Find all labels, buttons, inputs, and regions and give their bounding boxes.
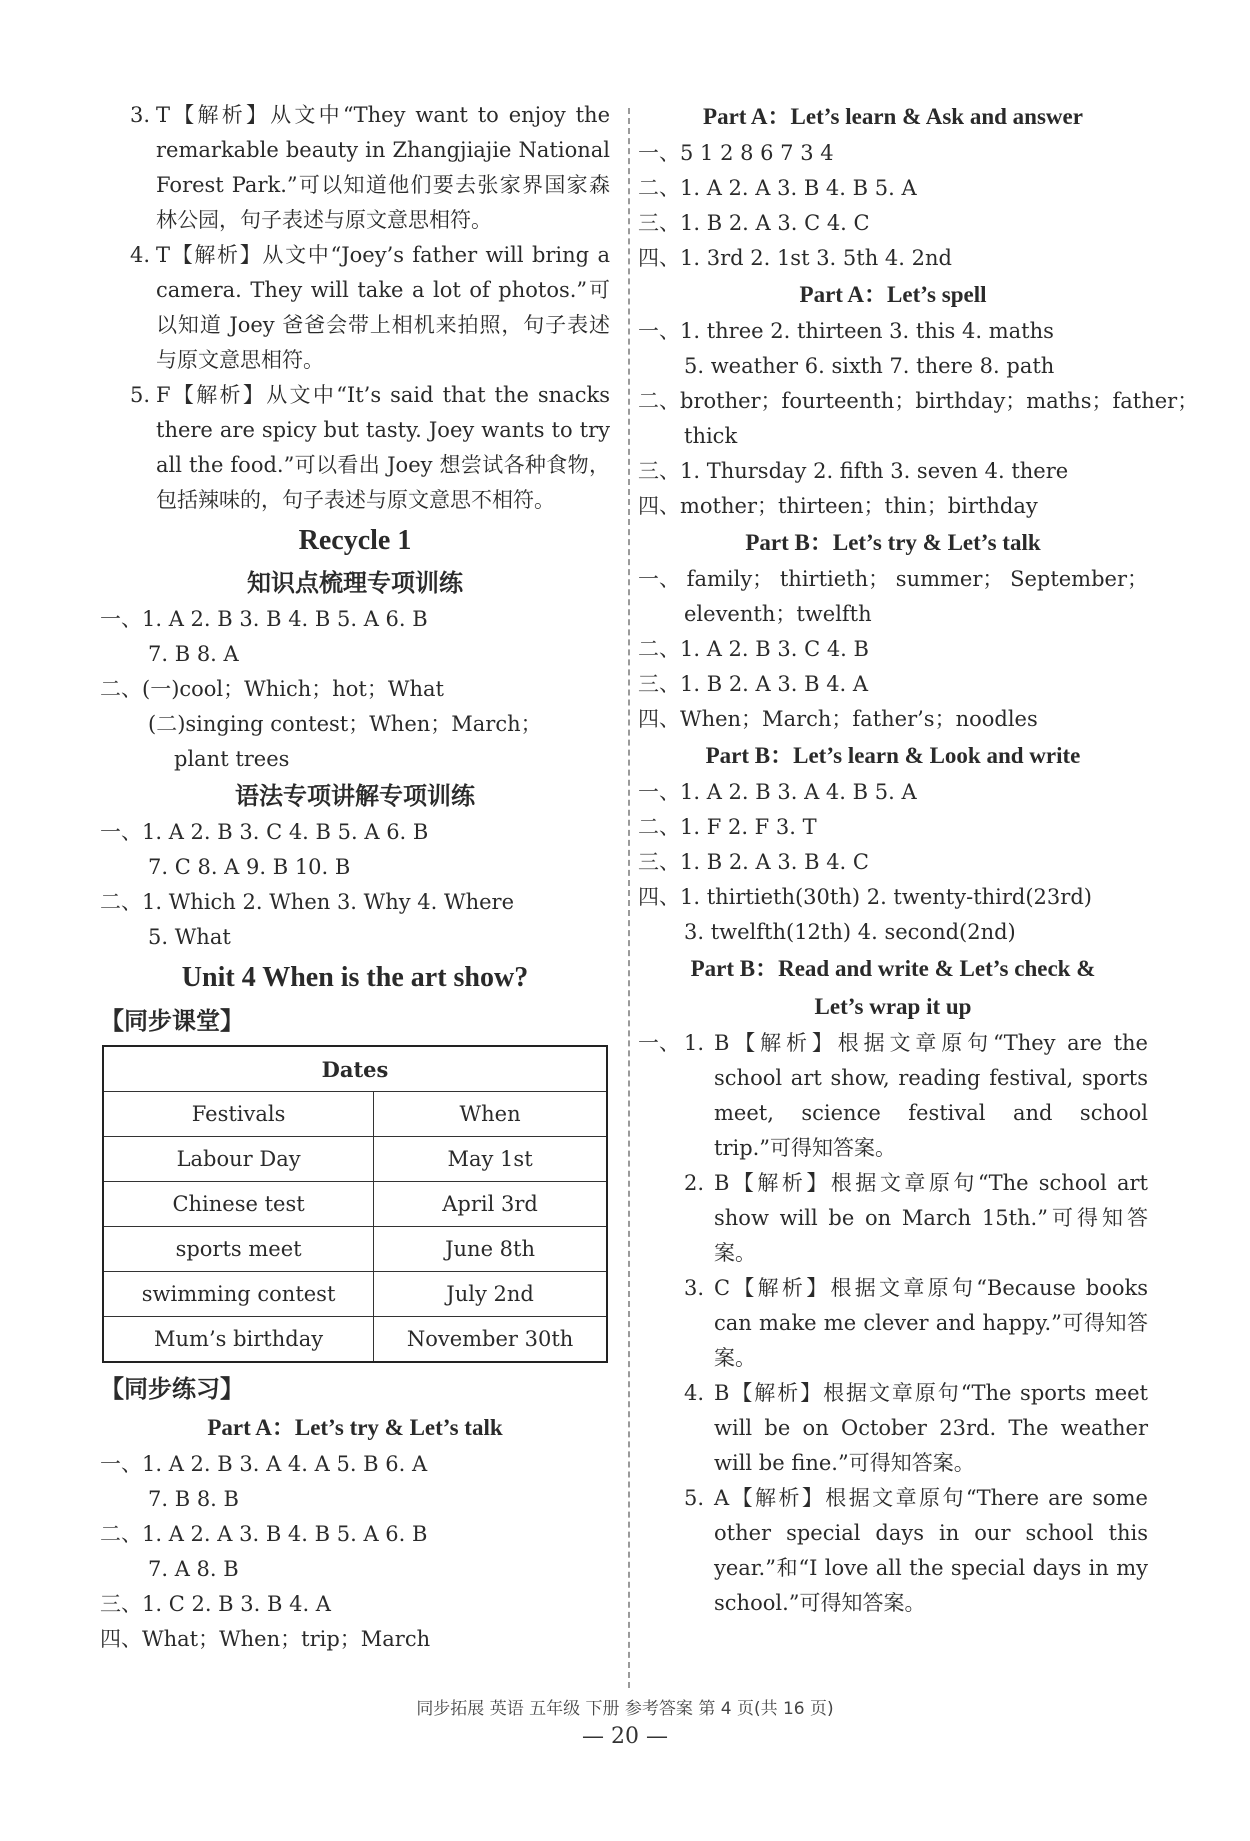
- item-text: B【解析】根据文章原句“The school art show will be on March 15th.”可得知答案。: [714, 1171, 1148, 1265]
- column-header: When: [374, 1092, 607, 1137]
- answer-line: plant trees: [174, 747, 290, 771]
- part-title: Part A：Let’s spell: [799, 282, 987, 307]
- answer-line: 一、5 1 2 8 6 7 3 4: [638, 141, 834, 165]
- answer-line: 7. A 8. B: [148, 1557, 239, 1581]
- answer-line: 四、What；When；trip；March: [100, 1627, 431, 1651]
- answer-item: [684, 1481, 1148, 1621]
- item-text: B【解析】根据文章原句“They are the school art show, reading festival, sports meet, science festival and school trip.”可得知答案。: [714, 1031, 1148, 1160]
- answer-line: 三、1. Thursday 2. fifth 3. seven 4. there: [638, 459, 1069, 483]
- column-header: Festivals: [103, 1092, 374, 1137]
- page-footer: 同步拓展 英语 五年级 下册 参考答案 第 4 页(共 16 页): [416, 1699, 834, 1719]
- answer-line: 三、1. B 2. A 3. B 4. A: [638, 672, 869, 696]
- answer-line: 7. C 8. A 9. B 10. B: [148, 855, 351, 879]
- answer-line: 二、1. Which 2. When 3. Why 4. Where: [100, 890, 515, 914]
- table-cell: April 3rd: [374, 1182, 607, 1227]
- answer-line: 7. B 8. B: [148, 1487, 239, 1511]
- answer-line: 一、1. A 2. B 3. A 4. A 5. B 6. A: [100, 1452, 428, 1476]
- recycle-title: Recycle 1: [298, 525, 412, 556]
- item-number: 1.: [684, 1031, 705, 1055]
- table-row: [103, 1182, 607, 1227]
- answer-line: 二、brother；fourteenth；birthday；maths；father；: [638, 389, 1199, 413]
- answer-item: [100, 98, 610, 238]
- unit-title: Unit 4 When is the art show?: [181, 962, 529, 993]
- table-cell: May 1st: [374, 1137, 607, 1182]
- answer-item: [684, 1026, 1148, 1166]
- answer-item: [684, 1376, 1148, 1481]
- part-title: Part B：Let’s try & Let’s talk: [745, 530, 1041, 555]
- answer-line: thick: [684, 424, 738, 448]
- table-cell: June 8th: [374, 1227, 607, 1272]
- table-cell: November 30th: [374, 1317, 607, 1363]
- answer-line: 3. twelfth(12th) 4. second(2nd): [684, 920, 1016, 944]
- answer-line: 三、1. B 2. A 3. B 4. C: [638, 850, 869, 874]
- answer-line: 一、1. A 2. B 3. A 4. B 5. A: [638, 780, 917, 804]
- answer-line: 一、1. three 2. thirteen 3. this 4. maths: [638, 319, 1054, 343]
- table-cell: July 2nd: [374, 1272, 607, 1317]
- part-title: Part A：Let’s try & Let’s talk: [207, 1415, 503, 1440]
- answer-line: 一、 family； thirtieth； summer； September；: [638, 567, 1149, 591]
- part-title: Part B：Let’s learn & Look and write: [705, 743, 1081, 768]
- answer-line: 二、(一)cool；Which；hot；What: [100, 677, 444, 701]
- answer-line: 7. B 8. A: [148, 642, 239, 666]
- column-divider: [628, 108, 630, 1688]
- table-cell: Mum’s birthday: [103, 1317, 374, 1363]
- dates-table: [102, 1045, 608, 1363]
- item-number: 3.: [684, 1276, 705, 1300]
- table-cell: Chinese test: [103, 1182, 374, 1227]
- item-text: F【解析】从文中“It’s said that the snacks there are spicy but tasty. Joey wants to try all the food.”可以看出 Joey 想尝试各种食物，包括辣味的，句子表述与原文意思不相符。: [156, 383, 610, 512]
- part-title: Part B：Read and write & Let’s check &: [690, 956, 1096, 981]
- answer-line: 四、When；March；father’s；noodles: [638, 707, 1038, 731]
- answer-line: (二)singing contest；When；March；: [148, 712, 542, 736]
- item-text: B【解析】根据文章原句“The sports meet will be on October 23rd. The weather will be fine.”可得知答案。: [714, 1381, 1148, 1475]
- answer-line: eleventh；twelfth: [684, 602, 872, 626]
- table-header: Dates: [103, 1046, 607, 1092]
- section-prefix: 一、: [638, 1031, 680, 1055]
- sync-class-heading: 【同步课堂】: [100, 1006, 244, 1035]
- item-number: 4.: [684, 1381, 705, 1405]
- answer-line: 一、1. A 2. B 3. C 4. B 5. A 6. B: [100, 820, 429, 844]
- item-number: 4.: [130, 243, 151, 267]
- table-cell: sports meet: [103, 1227, 374, 1272]
- item-text: A【解析】根据文章原句“There are some other special days in our school this year.”和“I love all the special days in my school.”可得知答案。: [714, 1486, 1148, 1615]
- answer-line: 三、1. B 2. A 3. C 4. C: [638, 211, 870, 235]
- answer-line: 二、1. A 2. B 3. C 4. B: [638, 637, 869, 661]
- reading-answers: [638, 1026, 1148, 1621]
- section-title: 语法专项讲解专项训练: [235, 781, 475, 810]
- table-row: [103, 1272, 607, 1317]
- answer-line: 四、1. 3rd 2. 1st 3. 5th 4. 2nd: [638, 246, 952, 270]
- item-text: C【解析】根据文章原句“Because books can make me clever and happy.”可得知答案。: [714, 1276, 1148, 1370]
- table-row: [103, 1137, 607, 1182]
- item-number: 2.: [684, 1171, 705, 1195]
- item-number: 3.: [130, 103, 151, 127]
- answer-item: [684, 1271, 1148, 1376]
- left-column: [100, 98, 610, 1657]
- sync-practice-heading: 【同步练习】: [100, 1374, 244, 1403]
- answer-item: [684, 1166, 1148, 1271]
- part-title-cont: Let’s wrap it up: [814, 994, 972, 1019]
- table-row: [103, 1227, 607, 1272]
- table-cell: Labour Day: [103, 1137, 374, 1182]
- answer-line: 三、1. C 2. B 3. B 4. A: [100, 1592, 331, 1616]
- answer-line: 二、1. F 2. F 3. T: [638, 815, 817, 839]
- item-number: 5.: [130, 383, 151, 407]
- table-row: [103, 1317, 607, 1363]
- answer-line: 5. What: [148, 925, 231, 949]
- table-cell: swimming contest: [103, 1272, 374, 1317]
- part-title: Part A：Let’s learn & Ask and answer: [703, 104, 1083, 129]
- answer-line: 二、1. A 2. A 3. B 4. B 5. A: [638, 176, 917, 200]
- answer-line: 四、mother；thirteen；thin；birthday: [638, 494, 1038, 518]
- item-number: 5.: [684, 1486, 705, 1510]
- answer-line: 5. weather 6. sixth 7. there 8. path: [684, 354, 1055, 378]
- item-text: T【解析】从文中“Joey’s father will bring a camera. They will take a lot of photos.”可以知道 Joey 爸爸会带上相机来拍照，句子表述与原文意思相符。: [156, 243, 610, 372]
- section-title: 知识点梳理专项训练: [247, 568, 463, 597]
- item-text: T【解析】从文中“They want to enjoy the remarkable beauty in Zhangjiajie National Forest Park.”可以知道他们要去张家界国家森林公园，句子表述与原文意思相符。: [156, 103, 610, 232]
- answer-line: 二、1. A 2. A 3. B 4. B 5. A 6. B: [100, 1522, 428, 1546]
- answer-line: 一、1. A 2. B 3. B 4. B 5. A 6. B: [100, 607, 428, 631]
- right-column: [638, 98, 1199, 1621]
- answer-item: [100, 238, 610, 378]
- page-number: — 20 —: [582, 1724, 668, 1749]
- answer-item: [100, 378, 610, 518]
- answer-line: 四、1. thirtieth(30th) 2. twenty-third(23rd): [638, 885, 1092, 909]
